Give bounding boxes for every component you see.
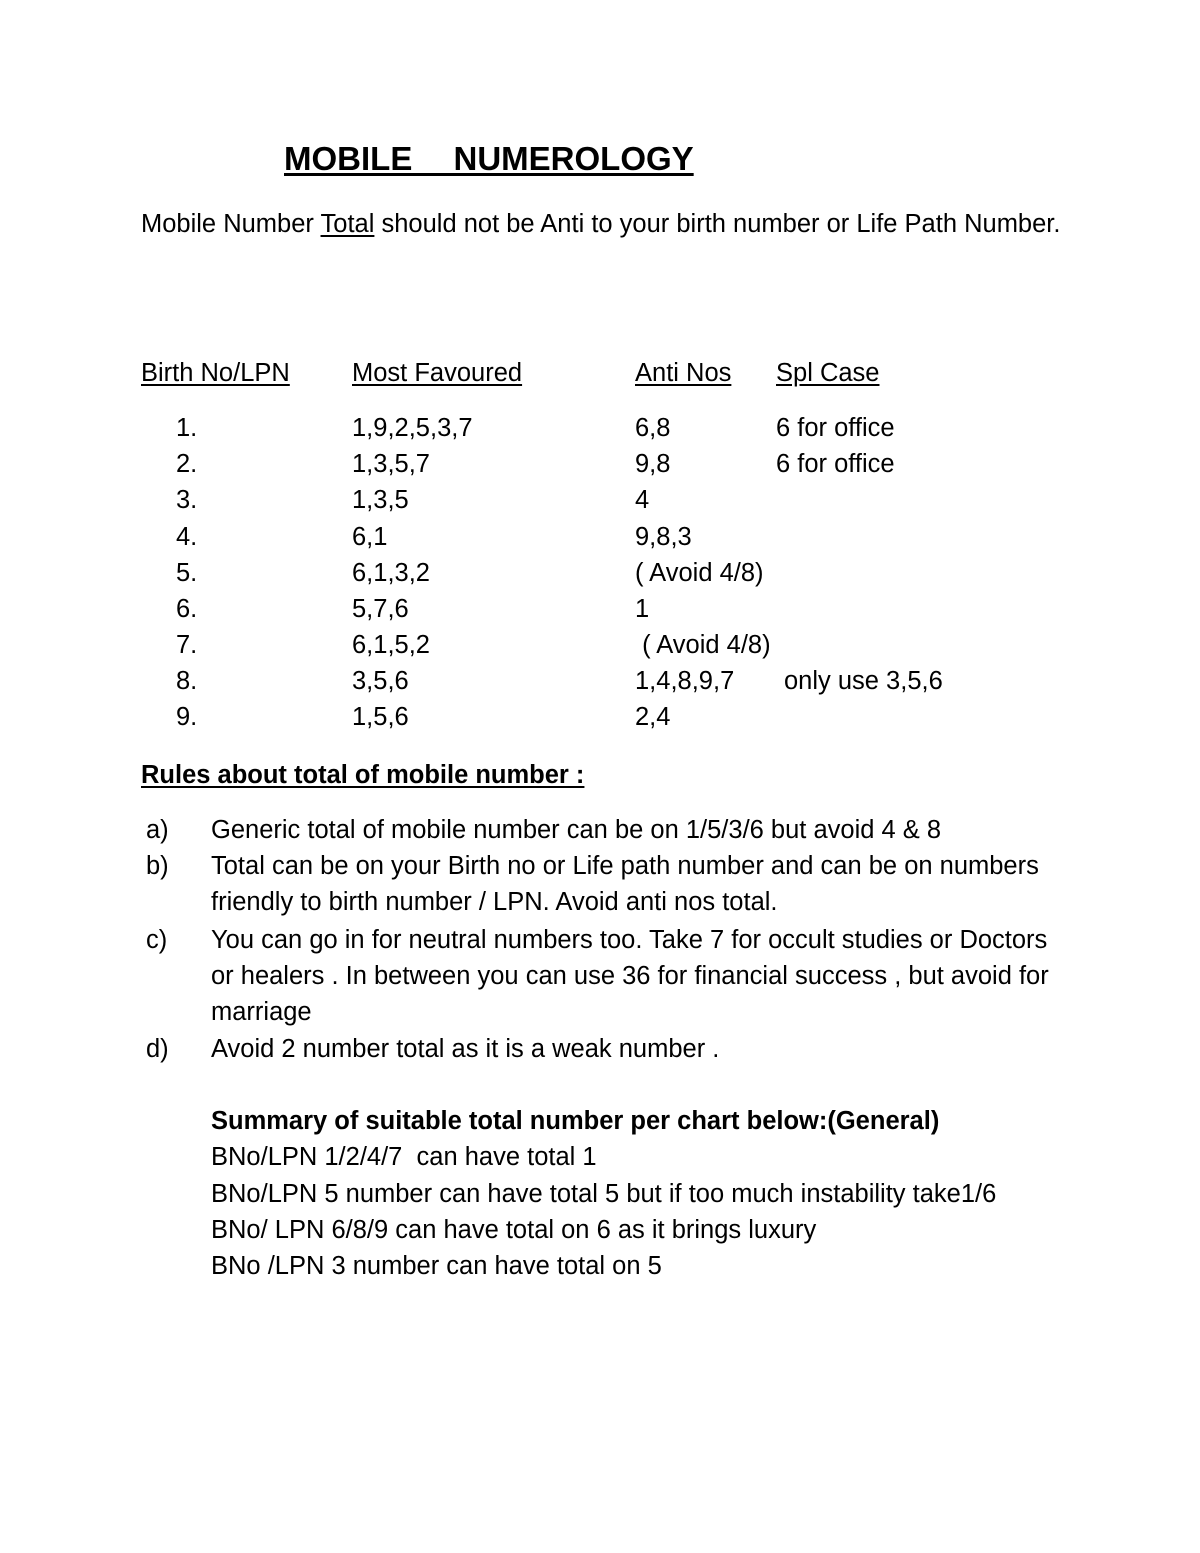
summary-heading: Summary of suitable total number per chart below:(General) xyxy=(211,1107,940,1135)
summary-line: BNo/LPN 1/2/4/7 can have total 1 xyxy=(211,1143,597,1171)
rule-text: Avoid 2 number total as it is a weak number . xyxy=(211,1035,720,1063)
cell-favoured: 1,9,2,5,3,7 xyxy=(352,414,473,442)
cell-favoured: 5,7,6 xyxy=(352,595,409,623)
cell-anti: 4 xyxy=(635,486,650,514)
cell-birth: 5. xyxy=(176,559,198,587)
cell-birth: 7. xyxy=(176,631,198,659)
rule-text: Generic total of mobile number can be on 1/5/3/6 but avoid 4 & 8 xyxy=(211,816,942,844)
cell-favoured: 6,1,3,2 xyxy=(352,559,430,587)
cell-anti: 9,8,3 xyxy=(635,523,692,551)
cell-anti: 1 xyxy=(635,595,650,623)
cell-favoured: 6,1,5,2 xyxy=(352,631,430,659)
rule-letter: b) xyxy=(146,852,169,880)
cell-birth: 8. xyxy=(176,667,198,695)
rule-letter: d) xyxy=(146,1035,169,1063)
cell-birth: 2. xyxy=(176,450,198,478)
cell-favoured: 1,3,5,7 xyxy=(352,450,430,478)
header-anti-nos: Anti Nos xyxy=(635,359,732,387)
summary-line: BNo/ LPN 6/8/9 can have total on 6 as it brings luxury xyxy=(211,1216,817,1244)
cell-birth: 1. xyxy=(176,414,198,442)
summary-line: BNo /LPN 3 number can have total on 5 xyxy=(211,1252,662,1280)
rules-heading: Rules about total of mobile number : xyxy=(141,761,585,789)
cell-favoured: 1,5,6 xyxy=(352,703,409,731)
header-most-favoured: Most Favoured xyxy=(352,359,523,387)
intro-emphasis-total: Total xyxy=(320,210,375,238)
cell-favoured: 6,1 xyxy=(352,523,388,551)
cell-birth: 9. xyxy=(176,703,198,731)
intro-paragraph xyxy=(141,206,1061,242)
cell-anti: 6,8 xyxy=(635,414,671,442)
cell-birth: 3. xyxy=(176,486,198,514)
cell-anti: 9,8 xyxy=(635,450,671,478)
cell-favoured: 3,5,6 xyxy=(352,667,409,695)
page-title: MOBILE NUMEROLOGY xyxy=(284,140,694,177)
cell-special: only use 3,5,6 xyxy=(784,667,943,695)
summary-line: BNo/LPN 5 number can have total 5 but if too much instability take1/6 xyxy=(211,1180,997,1208)
rule-letter: c) xyxy=(146,926,168,954)
header-birth-no: Birth No/LPN xyxy=(141,359,290,387)
rule-letter: a) xyxy=(146,816,169,844)
cell-anti: ( Avoid 4/8) xyxy=(635,631,771,659)
cell-birth: 6. xyxy=(176,595,198,623)
cell-anti: ( Avoid 4/8) xyxy=(635,559,764,587)
rule-text: You can go in for neutral numbers too. Take 7 for occult studies or Doctors or healers . In between you can use 36 for financial success , but avoid for marriage xyxy=(211,926,1049,1026)
cell-birth: 4. xyxy=(176,523,198,551)
cell-anti: 2,4 xyxy=(635,703,671,731)
intro-after: should not be Anti to your birth number or Life Path Number. xyxy=(374,210,1061,238)
rule-text: Total can be on your Birth no or Life path number and can be on numbers friendly to birth number / LPN. Avoid anti nos total. xyxy=(211,852,1039,916)
cell-special: 6 for office xyxy=(776,450,895,478)
cell-favoured: 1,3,5 xyxy=(352,486,409,514)
intro-before: Mobile Number xyxy=(141,210,321,238)
header-spl-case: Spl Case xyxy=(776,359,880,387)
cell-special: 6 for office xyxy=(776,414,895,442)
cell-anti: 1,4,8,9,7 xyxy=(635,667,735,695)
